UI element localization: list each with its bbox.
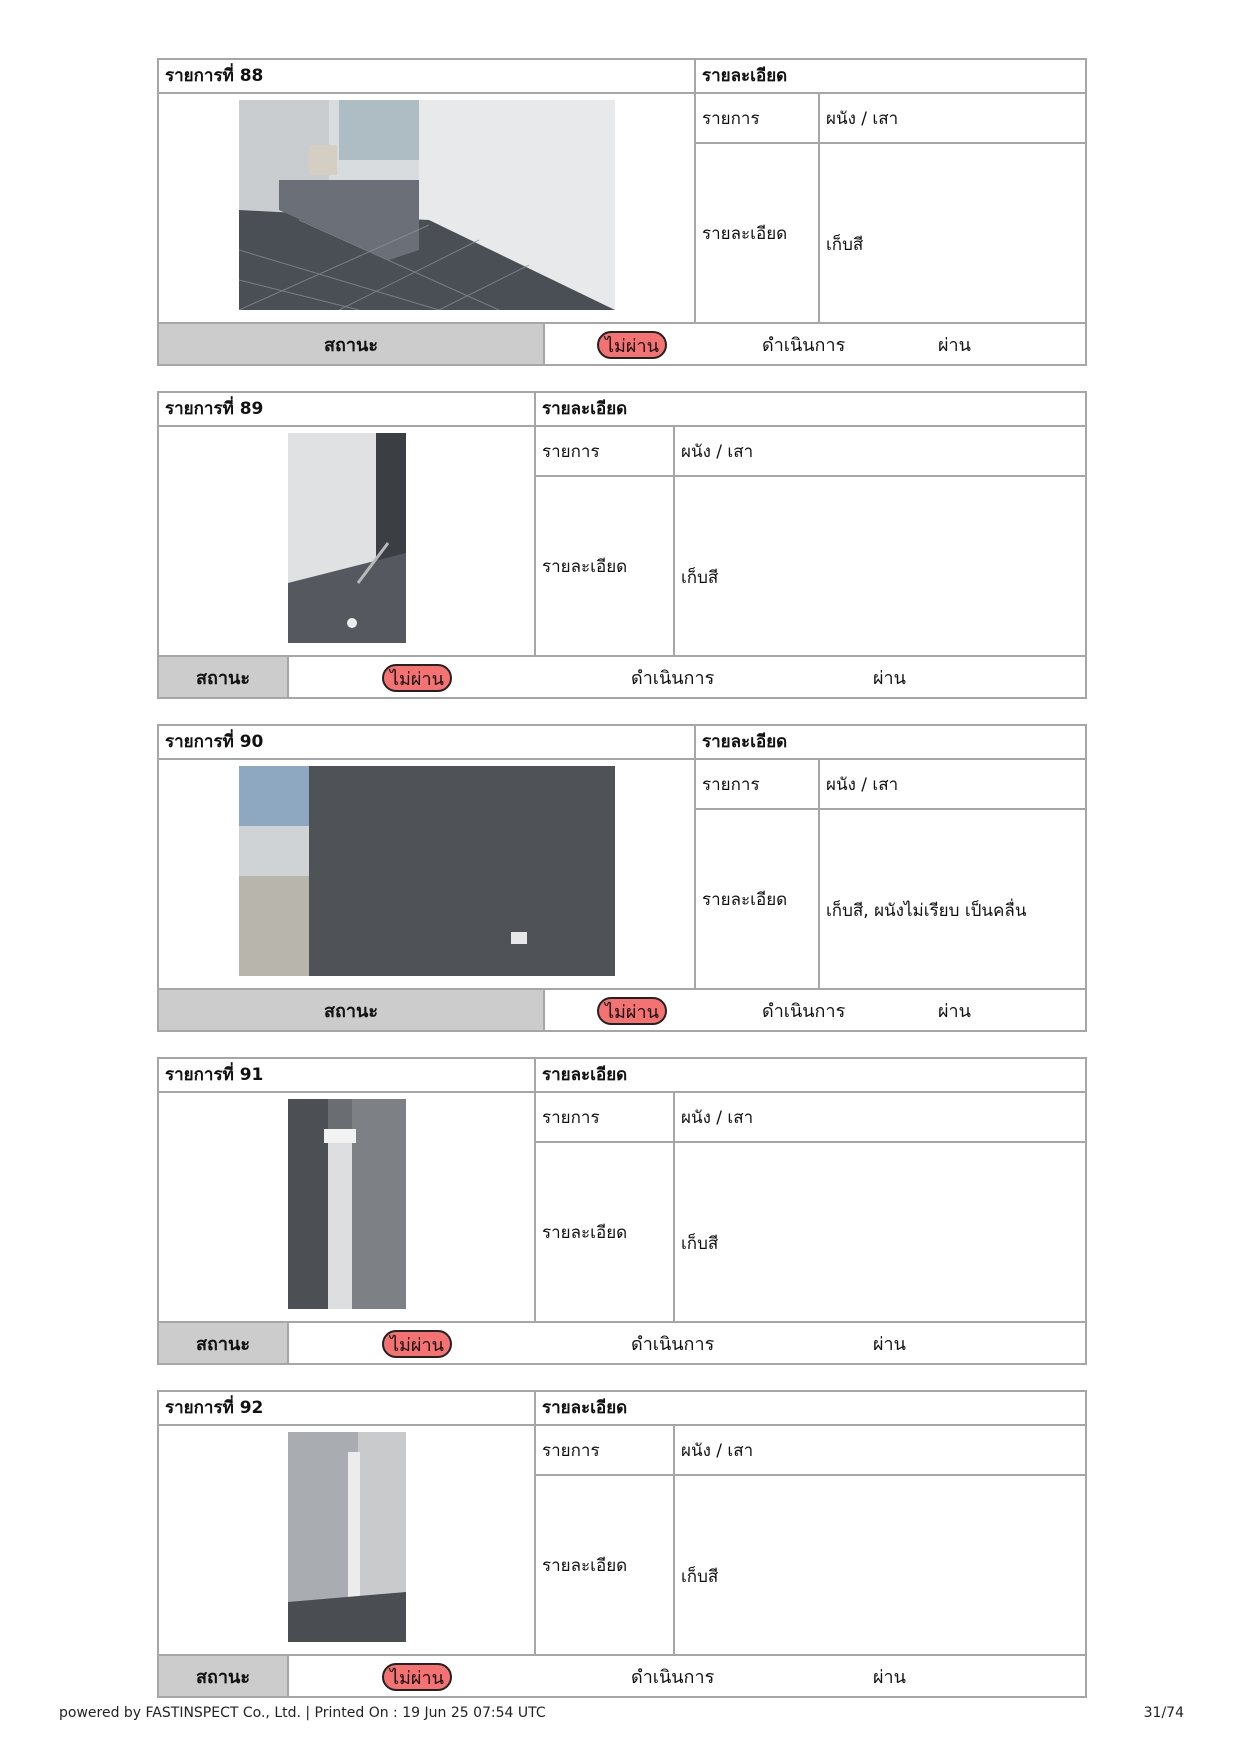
status-pass-option[interactable]: ผ่าน [938,334,971,356]
inspection-photo[interactable] [239,100,615,310]
status-options [545,990,1085,1030]
inspection-item-card [157,58,1087,366]
status-options [289,657,1085,697]
inspection-photo[interactable] [288,1099,406,1309]
item-title: รายการที่ 88 [159,60,696,92]
item-value: ผนัง / เสา [826,774,899,795]
footer-powered-by: powered by FASTINSPECT Co., Ltd. | Printed On : 19 Jun 25 07:54 UTC [59,1705,546,1721]
inspection-item-card [157,391,1087,699]
status-in-progress-option[interactable]: ดำเนินการ [762,334,846,356]
inspection-photo[interactable] [239,766,615,976]
detail-value: เก็บสี [826,234,864,255]
detail-value: เก็บสี [681,1566,719,1587]
inspection-photo[interactable] [288,433,406,643]
status-fail-option[interactable]: ไม่ผ่าน [382,1663,452,1691]
item-title: รายการที่ 91 [159,1059,536,1091]
details-header: รายละเอียด [702,66,788,86]
detail-label: รายละเอียด [696,144,820,322]
photo-cell [159,427,536,655]
item-value: ผนัง / เสา [681,1107,754,1128]
status-options [545,324,1085,364]
page-number: 31/74 [1143,1705,1184,1721]
detail-label: รายละเอียด [536,1476,675,1654]
status-in-progress-option[interactable]: ดำเนินการ [631,667,715,689]
detail-label: รายละเอียด [536,477,675,655]
status-label: สถานะ [159,1656,289,1696]
details-header: รายละเอียด [702,732,788,752]
item-label: รายการ [536,1426,675,1474]
status-in-progress-option[interactable]: ดำเนินการ [631,1333,715,1355]
item-value: ผนัง / เสา [681,441,754,462]
photo-cell [159,94,696,322]
detail-value: เก็บสี [681,567,719,588]
status-pass-option[interactable]: ผ่าน [873,1666,906,1688]
status-pass-option[interactable]: ผ่าน [873,1333,906,1355]
status-label: สถานะ [159,990,545,1030]
inspection-item-card [157,1057,1087,1365]
status-label: สถานะ [159,657,289,697]
status-in-progress-option[interactable]: ดำเนินการ [631,1666,715,1688]
item-title: รายการที่ 92 [159,1392,536,1424]
status-options [289,1323,1085,1363]
detail-value: เก็บสี, ผนังไม่เรียบ เป็นคลื่น [826,900,1027,921]
item-label: รายการ [536,427,675,475]
status-pass-option[interactable]: ผ่าน [938,1000,971,1022]
item-value: ผนัง / เสา [826,108,899,129]
item-title: รายการที่ 90 [159,726,696,758]
inspection-photo[interactable] [288,1432,406,1642]
status-fail-option[interactable]: ไม่ผ่าน [597,331,667,359]
status-label: สถานะ [159,1323,289,1363]
status-in-progress-option[interactable]: ดำเนินการ [762,1000,846,1022]
inspection-item-card [157,724,1087,1032]
detail-value: เก็บสี [681,1233,719,1254]
photo-cell [159,1426,536,1654]
details-header: รายละเอียด [542,399,628,419]
item-label: รายการ [696,94,820,142]
status-fail-option[interactable]: ไม่ผ่าน [382,1330,452,1358]
detail-label: รายละเอียด [536,1143,675,1321]
status-options [289,1656,1085,1696]
status-label: สถานะ [159,324,545,364]
photo-cell [159,760,696,988]
item-label: รายการ [536,1093,675,1141]
details-header: รายละเอียด [542,1065,628,1085]
item-value: ผนัง / เสา [681,1440,754,1461]
status-fail-option[interactable]: ไม่ผ่าน [382,664,452,692]
status-pass-option[interactable]: ผ่าน [873,667,906,689]
status-fail-option[interactable]: ไม่ผ่าน [597,997,667,1025]
inspection-item-card [157,1390,1087,1698]
detail-label: รายละเอียด [696,810,820,988]
photo-cell [159,1093,536,1321]
item-label: รายการ [696,760,820,808]
item-title: รายการที่ 89 [159,393,536,425]
details-header: รายละเอียด [542,1398,628,1418]
